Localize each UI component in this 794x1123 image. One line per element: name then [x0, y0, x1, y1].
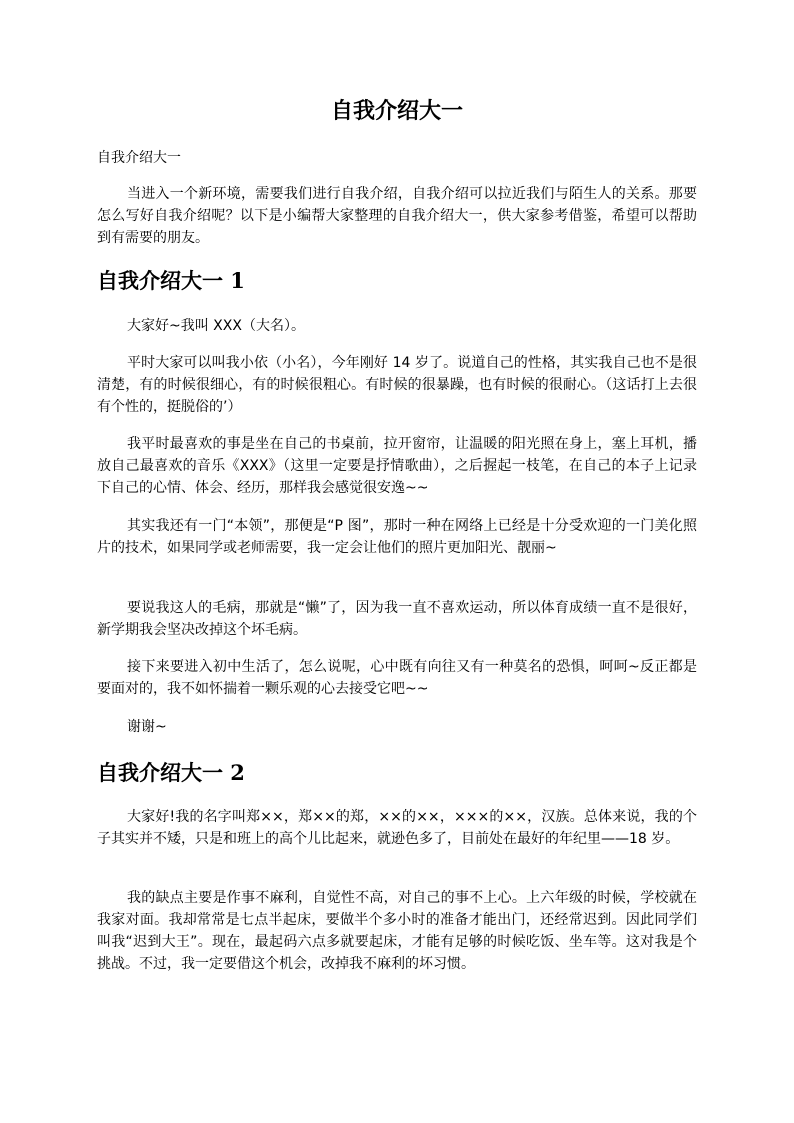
section-heading-2: 自我介绍大一 2 — [97, 760, 245, 785]
section-1-paragraph-6: 接下来要进入初中生活了，怎么说呢，心中既有向往又有一种莫名的恐惧，呵呵~反正都是要面对的，我不如怀揣着一颗乐观的心去接受它吧~~ — [97, 659, 697, 697]
document-subtitle: 自我介绍大一 — [97, 150, 181, 166]
section-1-paragraph-4: 其实我还有一门“本领”，那便是“P 图”，那时一种在网络上已经是十分受欢迎的一门美化照片的技术，如果同学或老师需要，我一定会让他们的照片更加阳光、靓丽~ — [97, 518, 697, 556]
section-1-paragraph-5: 要说我这人的毛病，那就是“懒”了，因为我一直不喜欢运动，所以体育成绩一直不是很好，新学期我会坚决改掉这个坏毛病。 — [97, 600, 697, 638]
intro-paragraph: 当进入一个新环境，需要我们进行自我介绍，自我介绍可以拉近我们与陌生人的关系。那要怎么写好自我介绍呢？以下是小编帮大家整理的自我介绍大一，供大家参考借鉴，希望可以帮助到有需要的朋友。 — [97, 186, 697, 246]
section-1-paragraph-1: 大家好~我叫 XXX（大名）。 — [127, 318, 305, 334]
section-1-paragraph-2: 平时大家可以叫我小依（小名），今年刚好 14 岁了。说道自己的性格，其实我自己也不是很清楚，有的时候很细心，有的时候很粗心。有时候的很暴躁，也有时候的很耐心。（这话打上去很有个性的，挺脱俗的’） — [97, 355, 697, 415]
section-heading-1: 自我介绍大一 1 — [97, 268, 245, 293]
document-title: 自我介绍大一 — [330, 98, 463, 124]
section-2-paragraph-2: 我的缺点主要是作事不麻利，自觉性不高，对自己的事不上心。上六年级的时候，学校就在我家对面。我却常常是七点半起床，要做半个多小时的准备才能出门，还经常迟到。因此同学们叫我“迟到大王”。现在，最起码六点多就要起床，才能有足够的时候吃饭、坐车等。这对我是个挑战。不过，我一定要借这个机会，改掉我不麻利的坏习惯。 — [97, 890, 697, 972]
section-1-paragraph-3: 我平时最喜欢的事是坐在自己的书桌前，拉开窗帘，让温暖的阳光照在身上，塞上耳机，播放自己最喜欢的音乐《XXX》（这里一定要是抒情歌曲），之后握起一枝笔，在自己的本子上记录下自己的心情、体会、经历，那样我会感觉很安逸~~ — [97, 436, 697, 496]
section-2-paragraph-1: 大家好!我的名字叫郑××，郑××的郑，××的××，×××的××，汉族。总体来说，我的个子其实并不矮，只是和班上的高个儿比起来，就逊色多了，目前处在最好的年纪里——18 岁。 — [97, 809, 697, 847]
section-1-paragraph-7: 谢谢~ — [127, 719, 167, 735]
